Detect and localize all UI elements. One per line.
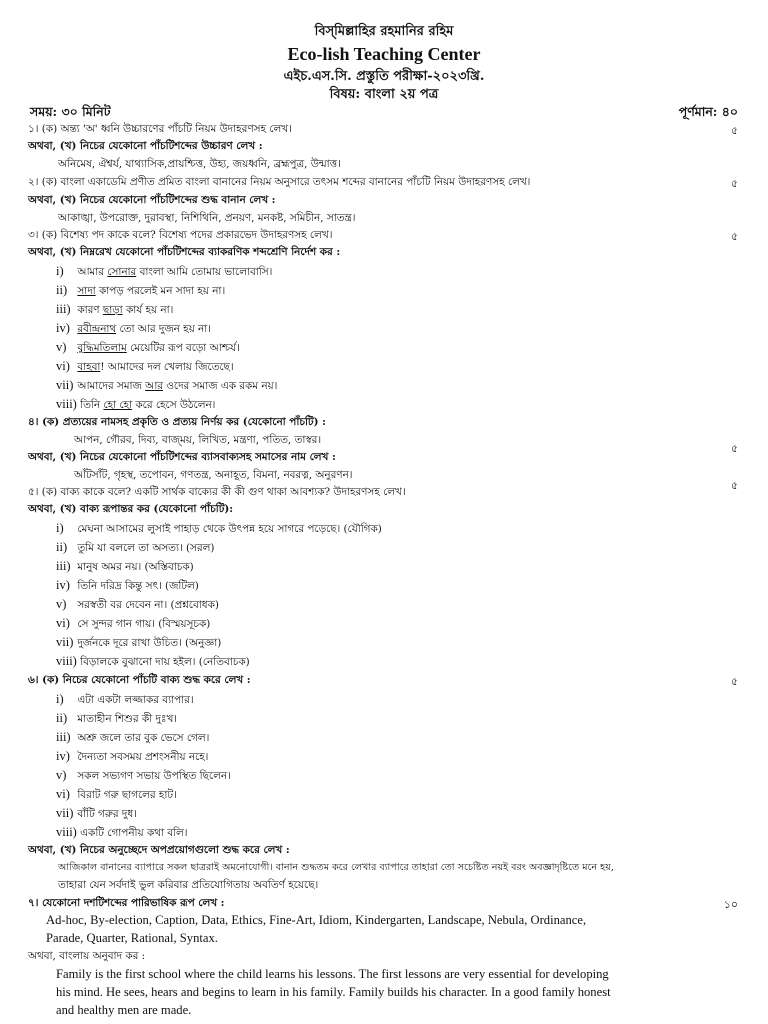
item-text: আমার bbox=[77, 266, 108, 278]
q1-b: অথবা, (খ) নিচের যেকোনো পাঁচটিশব্দের উচ্চারণ লেখ : bbox=[28, 140, 263, 152]
item-text: ওদের সমাজ এক রকম নয়। bbox=[162, 380, 278, 392]
q3-item bbox=[56, 397, 215, 412]
item-text: মানুষ অমর নয়। (অস্তিবাচক) bbox=[77, 561, 194, 573]
q5-item bbox=[56, 578, 199, 593]
item-text: তুমি যা বললে তা অসত্য। (সরল) bbox=[77, 542, 215, 554]
item-number: ii) bbox=[56, 711, 68, 725]
item-text: মেঘনা আসামের লুসাই পাহাড় থেকে উৎপন্ন হয়ে সাগরে পড়েছে। (যৌগিক) bbox=[77, 523, 382, 535]
q4-b: অথবা, (খ) নিচের যেকোনো পাঁচটিশব্দের ব্যাসবাক্যসহ সমাসের নাম লেখ : bbox=[28, 451, 336, 463]
item-text: আমাদের সমাজ bbox=[77, 380, 146, 392]
q3-item bbox=[56, 283, 225, 298]
underlined-word: আর bbox=[145, 380, 163, 392]
item-number: i) bbox=[56, 264, 64, 278]
item-text: সরস্বতী বর দেবেন না। (প্রশ্নবোধক) bbox=[77, 599, 219, 611]
item-text: বাংলা আমি তোমায় ভালোবাসি। bbox=[136, 266, 273, 278]
center-title: Eco-lish Teaching Center bbox=[287, 44, 481, 64]
item-number: vii) bbox=[56, 378, 74, 392]
q7-translation-line: his mind. He sees, hears and begins to learn in his family. Family builds his character. In a good family honest bbox=[56, 985, 611, 999]
item-number: vi) bbox=[56, 616, 70, 630]
underlined-word: সাদা bbox=[77, 285, 96, 297]
time-label: সময়: ৩০ মিনিট bbox=[30, 104, 111, 119]
item-text: এটা একটা লজ্জাকর ব্যাপার। bbox=[77, 694, 194, 706]
underlined-word: রবীন্দ্রনাথ bbox=[77, 323, 117, 335]
q6-item bbox=[56, 749, 208, 764]
q1-mark: ৫ bbox=[730, 124, 738, 137]
item-text: মেয়েটির রূপ বড়ো আশ্চর্য। bbox=[126, 342, 240, 354]
q7-terms-line: Parade, Quarter, Rational, Syntax. bbox=[46, 931, 218, 945]
item-text: তিনি দরিদ্র কিন্তু সৎ। (জটিল) bbox=[77, 580, 199, 592]
q2-a: ২। (ক) বাংলা একাডেমি প্রণীত প্রমিত বাংলা বানানের নিয়ম অনুসারে তৎসম শব্দের বানানের পাঁচটি নিয়ম উদাহরণসহ লেখ। bbox=[28, 176, 531, 188]
item-number: viii) bbox=[56, 397, 77, 411]
underlined-word: হো হো bbox=[103, 399, 133, 411]
q5-item bbox=[56, 559, 194, 574]
q6-a: ৬। (ক) নিচের যেকোনো পাঁচটি বাক্য শুদ্ধ করে লেখ : bbox=[28, 674, 251, 686]
q5-b: অথবা, (খ) বাক্য রূপান্তর কর (যেকোনো পাঁচটি): bbox=[28, 503, 234, 515]
item-number: v) bbox=[56, 340, 67, 354]
item-number: i) bbox=[56, 521, 64, 535]
subject-title: বিষয়: বাংলা ২য় পত্র bbox=[329, 87, 439, 102]
q1-a: ১। (ক) অন্ত্য 'অ' ধ্বনি উচ্চারণের পাঁচটি নিয়ম উদাহরণসহ লেখ। bbox=[28, 123, 292, 135]
q6-item bbox=[56, 730, 209, 745]
item-text: একটি গোপনীয় কথা বলি। bbox=[80, 827, 188, 839]
item-number: iv) bbox=[56, 321, 70, 335]
item-number: iii) bbox=[56, 559, 71, 573]
full-marks-label: পূর্ণমান: ৪০ bbox=[678, 104, 738, 119]
q2-mark: ৫ bbox=[730, 177, 738, 190]
exam-title: এইচ.এস.সি. প্রস্তুতি পরীক্ষা-২০২৩খ্রি. bbox=[283, 69, 485, 84]
q7-b: অথবা, বাংলায় অনুবাদ কর : bbox=[28, 950, 146, 962]
item-number: viii) bbox=[56, 654, 77, 668]
item-text: তিনি bbox=[80, 399, 104, 411]
item-number: v) bbox=[56, 768, 67, 782]
q6-paragraph-line: তাহারা যেন সর্বদাই ভুল করিবার প্রতিযোগিতায় অবতির্ণ হয়েছে। bbox=[58, 879, 319, 891]
item-text: দুর্জনকে দূরে রাখা উচিত। (অনুজ্ঞা) bbox=[77, 637, 222, 649]
item-number: iii) bbox=[56, 302, 71, 316]
item-text: মাতাহীন শিশুর কী দুঃখ। bbox=[77, 713, 178, 725]
q1-words: অনিমেষ, ঐশ্বর্য, যাথ্যাসিক,প্রায়শ্চিত্ত, উহ্য, জয়ধ্বনি, ব্রহ্মপুত্র, উন্মাত্ত। bbox=[58, 158, 341, 170]
q6-item bbox=[56, 711, 177, 726]
q2-b: অথবা, (খ) নিচের যেকোনো পাঁচটিশব্দের শুদ্ধ বানান লেখ : bbox=[28, 194, 276, 206]
q7-terms-line: Ad-hoc, By-election, Caption, Data, Ethics, Fine-Art, Idiom, Kindergarten, Landscape, Nebula, Ordinance, bbox=[46, 913, 587, 927]
q3-item bbox=[56, 359, 234, 374]
q6-item bbox=[56, 806, 137, 821]
q4-a: ৪। (ক) প্রত্যয়ের নামসহ প্রকৃতি ও প্রত্যয় নির্ণয় কর (যেকোনো পাঁচটি) : bbox=[28, 416, 326, 428]
item-text: বাঁটি গরুর দুধ। bbox=[77, 808, 137, 820]
q3-item bbox=[56, 340, 240, 355]
underlined-word: সোনার bbox=[107, 266, 137, 278]
item-text: সে সুন্দর গান গায়। (বিস্ময়সূচক) bbox=[77, 618, 211, 630]
q7-mark: ১০ bbox=[723, 898, 738, 911]
item-number: v) bbox=[56, 597, 67, 611]
item-text: সকল সভ্যগণ সভায় উপস্থিত ছিলেন। bbox=[77, 770, 231, 782]
q4-words-b: আঁটসাঁট, গৃহস্থ, তপোবন, গণতন্ত্র, অনাহূত, বিমনা, নবরত্ন, অনুরণন। bbox=[74, 469, 353, 481]
q3-mark: ৫ bbox=[730, 230, 738, 243]
q4-words-a: আপন, গৌরব, দিব্য, বাজ্ময়, লিখিত, মন্ত্রণা, পতিত, তাস্বর। bbox=[74, 434, 322, 446]
item-text: কারণ bbox=[77, 304, 103, 316]
item-text: ! আমাদের দল খেলায় জিতেছে। bbox=[100, 361, 234, 373]
item-number: vii) bbox=[56, 806, 74, 820]
q5-item bbox=[56, 616, 210, 631]
underlined-word: বুদ্ধিমতিলাম bbox=[77, 342, 127, 354]
item-number: ii) bbox=[56, 540, 68, 554]
q3-item bbox=[56, 321, 211, 336]
q7-translation-line: Family is the first school where the child learns his lessons. The first lessons are very essential for developing bbox=[56, 967, 609, 981]
q3-b: অথবা, (খ) নিম্নরেখ যেকোনো পাঁচটিশব্দের ব্যাকরণিক শব্দশ্রেণি নির্দেশ কর : bbox=[28, 246, 341, 258]
q5-item bbox=[56, 540, 214, 555]
item-number: vi) bbox=[56, 787, 70, 801]
q6-mark: ৫ bbox=[730, 675, 738, 688]
item-text: অশ্রু জলে তার বুক ভেসে গেল। bbox=[77, 732, 210, 744]
q6-item bbox=[56, 825, 188, 840]
q4-mark: ৫ bbox=[730, 442, 738, 455]
item-number: viii) bbox=[56, 825, 77, 839]
item-number: i) bbox=[56, 692, 64, 706]
q2-words: আকাঙ্খা, উপরোক্ত, দুরাবস্থা, নিশিথিনি, প্রনয়ণ, মনকষ্ট, সমিচীন, সাতন্ত্র। bbox=[58, 212, 356, 224]
q6-item bbox=[56, 692, 194, 707]
q5-item bbox=[56, 597, 219, 612]
item-number: vii) bbox=[56, 635, 74, 649]
q6-item bbox=[56, 768, 231, 783]
q6-item bbox=[56, 787, 177, 802]
q5-mark: ৫ bbox=[730, 479, 738, 492]
underlined-word: বাহবা bbox=[77, 361, 101, 373]
item-number: vi) bbox=[56, 359, 70, 373]
item-number: iii) bbox=[56, 730, 71, 744]
q6-b: অথবা, (খ) নিচের অনুচ্ছেদে অপপ্রয়োগগুলো শুদ্ধ করে লেখ : bbox=[28, 844, 290, 856]
item-text: বিরাট গরু ছাগলের হাট। bbox=[77, 789, 177, 801]
item-number: iv) bbox=[56, 578, 70, 592]
item-number: iv) bbox=[56, 749, 70, 763]
q3-item bbox=[56, 378, 277, 393]
q5-item bbox=[56, 635, 221, 650]
item-text: কার্য হয় না। bbox=[122, 304, 174, 316]
item-text: তো আর দুজন হয় না। bbox=[116, 323, 211, 335]
q7-translation-line: and healthy men are made. bbox=[56, 1003, 192, 1017]
q7-a: ৭। যেকোনো দশটিশব্দের পারিভাষিক রূপ লেখ : bbox=[28, 897, 225, 909]
q5-item bbox=[56, 654, 250, 669]
q5-a: ৫। (ক) বাক্য কাকে বলে? একটি সার্থক বাক্যের কী কী গুণ থাকা আবশ্যক? উদাহরণসহ লেখ। bbox=[28, 486, 406, 498]
item-text: করে হেসে উঠলেন। bbox=[132, 399, 216, 411]
q3-item bbox=[56, 264, 272, 279]
item-text: বিড়ালকে বুঝানো দায় হইল। (নেতিবাচক) bbox=[80, 656, 250, 668]
q3-a: ৩। (ক) বিশেষ্য পদ কাকে বলে? বিশেষ্য পদের প্রকারভেদ উদাহরণসহ লেখ। bbox=[28, 229, 333, 241]
q5-item bbox=[56, 521, 382, 536]
q6-paragraph-line: আজিকাল বানানের ব্যাপারে সকল ছাত্ররাই অমনোযোগী। বানান শুদ্ধতম করে লেখার ব্যাপারে তাহারা তো সচেষ্টিত নয়ই বরং অবজ্ঞাদৃষ্টিতে মনে হয়, bbox=[58, 862, 614, 873]
item-number: ii) bbox=[56, 283, 68, 297]
item-text: কাপড় পরলেই মন সাদা হয় না। bbox=[95, 285, 226, 297]
q3-item bbox=[56, 302, 173, 317]
bismillah-heading: বিস্‌মিল্লাহির রহমানির রহিম bbox=[314, 24, 454, 39]
item-text: দৈন্যতা সবসময় প্রশংসনীয় নহে। bbox=[77, 751, 209, 763]
underlined-word: ছাড়া bbox=[102, 304, 123, 316]
